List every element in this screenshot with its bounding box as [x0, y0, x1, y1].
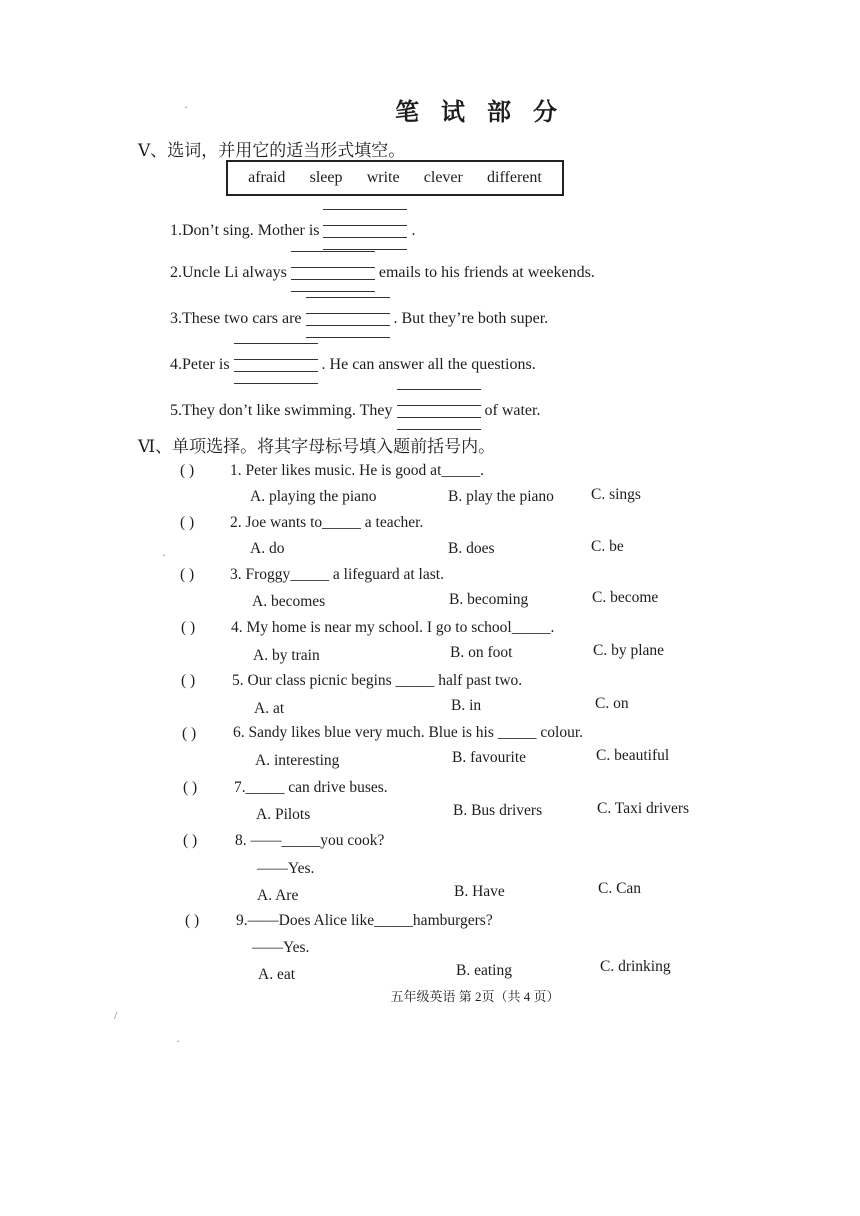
- answer-paren[interactable]: ( ): [182, 725, 197, 742]
- scan-speck: /: [114, 1008, 118, 1022]
- scan-speck: ·: [176, 1034, 180, 1048]
- option-a: A. Are: [257, 887, 299, 904]
- question-text: 8. ——_____you cook?: [235, 832, 385, 849]
- question-text: 9.——Does Alice like_____hamburgers?: [236, 912, 493, 929]
- option-c: C. by plane: [593, 642, 665, 659]
- option-a: A. interesting: [255, 752, 340, 769]
- option-b: B. on foot: [450, 644, 513, 661]
- answer-paren[interactable]: ( ): [183, 832, 198, 849]
- scan-speck: ·: [184, 100, 188, 114]
- question-text: 7._____ can drive buses.: [234, 779, 388, 796]
- option-b: B. eating: [456, 962, 512, 979]
- dialogue-reply: ——Yes.: [252, 939, 310, 956]
- answer-paren[interactable]: ( ): [180, 514, 195, 531]
- option-a: A. at: [254, 700, 285, 717]
- word-bank: [226, 160, 564, 196]
- answer-blank[interactable]: [323, 223, 407, 239]
- answer-paren[interactable]: ( ): [181, 672, 196, 689]
- dialogue-reply: ——Yes.: [257, 860, 315, 877]
- option-c: C. Taxi drivers: [597, 800, 690, 817]
- option-b: B. Bus drivers: [453, 802, 543, 819]
- option-c: C. sings: [591, 486, 641, 503]
- answer-paren[interactable]: ( ): [181, 619, 196, 636]
- section-5-heading: Ⅴ、选词，并用它的适当形式填空。: [138, 141, 406, 160]
- fill-item-2: 2.Uncle Li always emails to his friends at weekends.: [170, 264, 595, 282]
- option-c: C. on: [595, 695, 629, 712]
- fill-item-3: 3.These two cars are . But they’re both super.: [170, 310, 548, 328]
- word-bank-word: clever: [423, 169, 463, 186]
- answer-paren[interactable]: ( ): [180, 462, 195, 479]
- option-c: C. drinking: [600, 958, 671, 975]
- option-b: B. does: [448, 540, 495, 557]
- answer-paren[interactable]: ( ): [183, 779, 198, 796]
- option-a: A. eat: [258, 966, 296, 983]
- option-c: C. beautiful: [596, 747, 670, 764]
- answer-blank[interactable]: [397, 403, 481, 419]
- word-bank-word: different: [487, 169, 542, 186]
- option-b: B. Have: [454, 883, 505, 900]
- answer-blank[interactable]: [234, 357, 318, 373]
- option-b: B. in: [451, 697, 482, 714]
- option-b: B. favourite: [452, 749, 527, 766]
- question-text: 2. Joe wants to_____ a teacher.: [230, 514, 424, 531]
- answer-paren[interactable]: ( ): [180, 566, 195, 583]
- question-text: 3. Froggy_____ a lifeguard at last.: [230, 566, 444, 583]
- option-a: A. becomes: [252, 593, 326, 610]
- option-a: A. do: [250, 540, 285, 557]
- question-text: 1. Peter likes music. He is good at_____.: [230, 462, 484, 479]
- question-text: 4. My home is near my school. I go to school_____.: [231, 619, 555, 636]
- option-a: A. Pilots: [256, 806, 311, 823]
- page-footer: 五年级英语 第 2页（共 4 页）: [390, 989, 560, 1004]
- option-b: B. becoming: [449, 591, 529, 608]
- option-c: C. be: [591, 538, 624, 555]
- option-b: B. play the piano: [448, 488, 554, 505]
- scan-speck: ·: [162, 548, 166, 562]
- section-6-heading: Ⅵ、单项选择。将其字母标号填入题前括号内。: [138, 437, 496, 456]
- option-c: C. become: [592, 589, 659, 606]
- answer-paren[interactable]: ( ): [185, 912, 200, 929]
- fill-item-4: 4.Peter is . He can answer all the questions.: [170, 356, 536, 374]
- word-bank-word: sleep: [309, 169, 343, 186]
- question-text: 5. Our class picnic begins _____ half past two.: [232, 672, 523, 689]
- answer-blank[interactable]: [291, 265, 375, 281]
- option-a: A. by train: [253, 647, 320, 664]
- option-a: A. playing the piano: [250, 488, 377, 505]
- word-bank-word: write: [366, 169, 400, 186]
- word-bank-word: afraid: [248, 169, 286, 186]
- question-text: 6. Sandy likes blue very much. Blue is his _____ colour.: [233, 724, 584, 741]
- fill-item-1: 1.Don’t sing. Mother is .: [170, 222, 415, 240]
- page-title: 笔 试 部 分: [395, 100, 565, 126]
- option-c: C. Can: [598, 880, 642, 897]
- fill-item-5: 5.They don’t like swimming. They of water.: [170, 402, 540, 420]
- answer-blank[interactable]: [306, 311, 390, 327]
